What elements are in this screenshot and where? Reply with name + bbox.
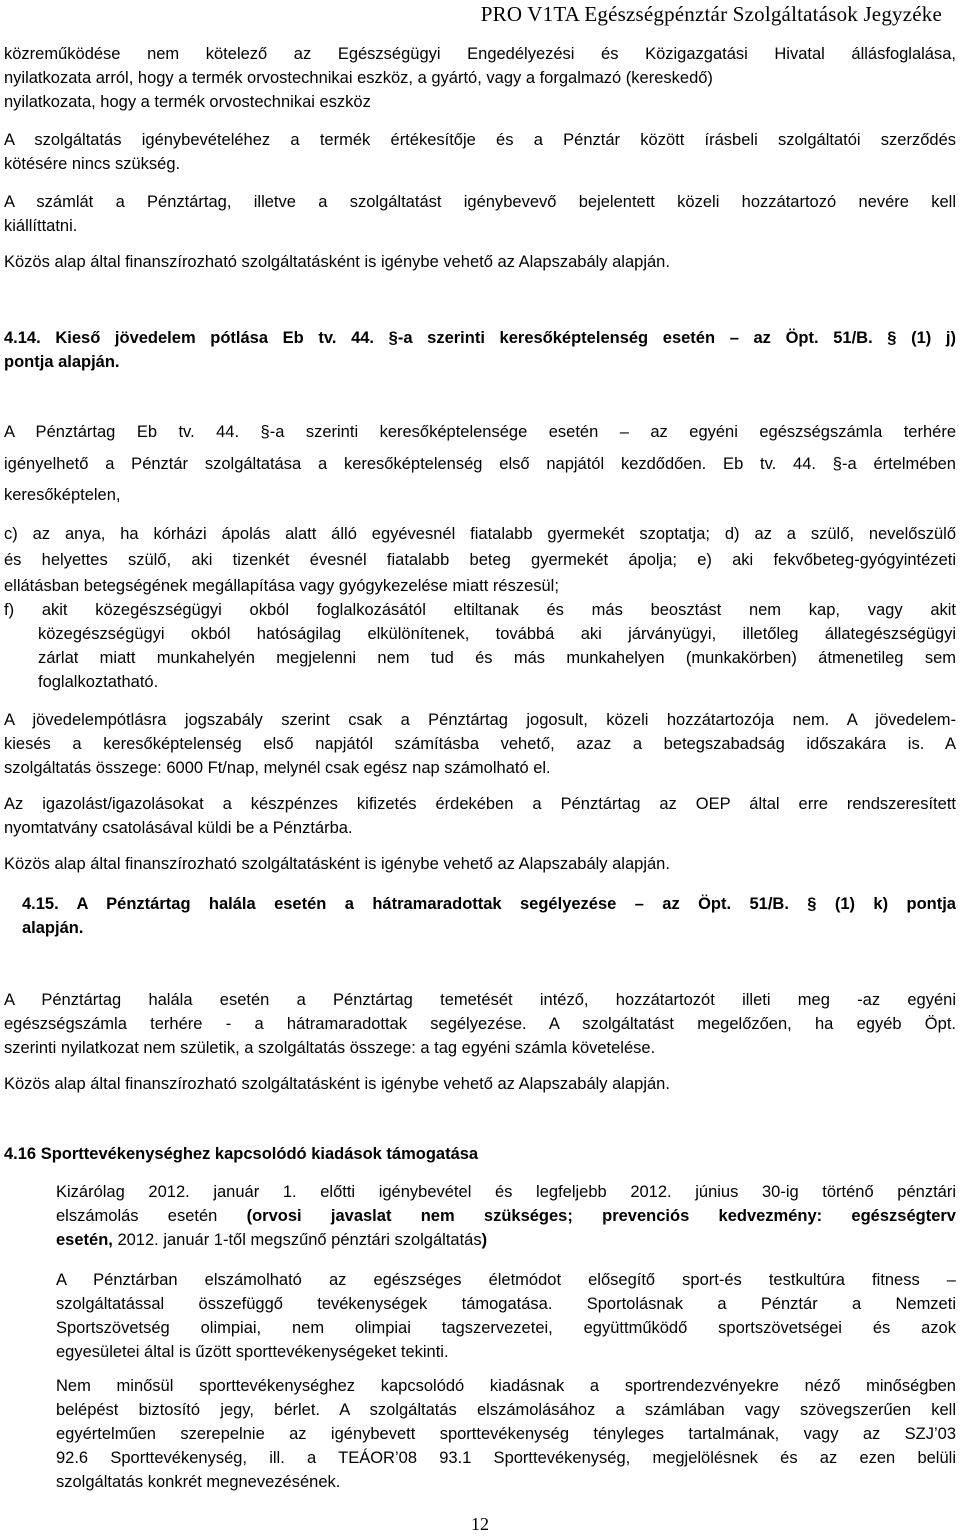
section-heading: 4.14. Kieső jövedelem pótlása Eb tv. 44. §-a szerinti keresőképtelenség esetén – az Öpt. 51/B. § (1) j) [4,329,956,347]
text-line: közegészségügyi okból hatóságilag elkülönítenek, továbbá aki járványügyi, illetőleg állategészségügyi [38,625,956,643]
text-segment: elszámolás esetén [56,1207,247,1225]
text-segment-bold: esetén, [56,1231,113,1249]
text-line: kiállíttatni. [4,217,78,235]
text-segment: 2012. január 1-től megszűnő pénztári szolgáltatás [112,1231,482,1249]
text-line: belépést biztosító jegy, bérlet. A szolgáltatás elszámolásához a számlában vagy szövegszerűen kell [56,1401,956,1419]
text-line: kötésére nincs szükség. [4,155,181,173]
text-line [56,1228,956,1252]
text-line: A Pénztártag halála esetén a Pénztártag temetését intéző, hozzátartozót illeti meg -az egyéni [4,991,956,1009]
text-line [56,1204,956,1228]
text-line: zárlat miatt munkahelyén megjelenni nem tud és más munkahelyen (munkakörben) átmenetileg sem [38,649,956,667]
text-line: kiesés a keresőképtelenség első napjától számításba vehető, azaz a betegszabadság időszakára is. A [4,735,956,753]
text-segment-bold: ) [481,1231,488,1249]
text-line: szerinti nyilatkozat nem születik, a szolgáltatás összege: a tag egyéni számla követelése. [4,1039,656,1057]
text-line: A jövedelempótlásra jogszabály szerint csak a Pénztártag jogosult, közeli hozzátartozója nem. A jövedelem- [4,711,956,729]
text-line: nyomtatvány csatolásával küldi be a Pénztárba. [4,819,353,837]
text-line: ellátásban betegségének megállapítása vagy gyógykezelése miatt részesül; [4,577,559,595]
section-heading: 4.16 Sporttevékenységhez kapcsolódó kiadások támogatása [4,1145,479,1163]
section-heading: alapján. [22,919,84,937]
section-heading: pontja alapján. [4,353,120,371]
text-line: egyértelműen szerepelnie az igénybevett sporttevékenység tényleges tartalmának, vagy az SZJ’03 [56,1425,956,1443]
text-line: f) akit közegészségügyi okból foglalkozásától eltiltanak és más beosztást nem kap, vagy akit [4,601,956,619]
section-heading: 4.15. A Pénztártag halála esetén a hátramaradottak segélyezése – az Öpt. 51/B. § (1) k) pontja [22,895,956,913]
text-line: egyesületei által is űzött sporttevékenységeket tekinti. [56,1343,449,1361]
text-line: közreműködése nem kötelező az Egészségügyi Engedélyezési és Közigazgatási Hivatal állásfoglalása, [4,45,956,63]
document-header: PRO V1TA Egészségpénztár Szolgáltatások Jegyzéke [480,2,942,26]
text-line: 92.6 Sporttevékenység, ill. a TEÁOR’08 93.1 Sporttevékenység, megjelölésnek és az ezen belüli [56,1449,956,1467]
text-line: Közös alap által finanszírozható szolgáltatásként is igénybe vehető az Alapszabály alapján. [4,253,670,271]
text-line: c) az anya, ha kórházi ápolás alatt álló egyévesnél fiatalabb gyermekét szoptatja; d) az a szülő, nevelőszülő [4,525,956,543]
text-line: Közös alap által finanszírozható szolgáltatásként is igénybe vehető az Alapszabály alapján. [4,1075,670,1093]
text-line: Kizárólag 2012. január 1. előtti igénybevétel és legfeljebb 2012. június 30-ig történő pénztári [56,1183,956,1201]
text-line: A Pénztárban elszámolható az egészséges életmódot elősegítő sport-és testkultúra fitness – [56,1271,956,1289]
text-segment-bold: (orvosi javaslat nem szükséges; prevenciós kedvezmény: egészségterv [246,1207,956,1225]
text-line: A szolgáltatás igénybevételéhez a termék értékesítője és a Pénztár között írásbeli szolgáltatói szerződés [4,131,956,149]
text-line: Nem minősül sporttevékenységhez kapcsolódó kiadásnak a sportrendezvényekre néző minőségben [56,1377,956,1395]
text-line: foglalkoztatható. [38,673,159,691]
page-number: 12 [471,1514,489,1534]
text-line: keresőképtelen, [4,486,121,504]
text-line: és helyettes szülő, aki tizenkét évesnél fiatalabb beteg gyermekét ápolja; e) aki fekvőbeteg-gyógyintézeti [4,551,956,569]
text-line: nyilatkozata, hogy a termék orvostechnikai eszköz [4,93,371,111]
text-line: nyilatkozata arról, hogy a termék orvostechnikai eszköz, a gyártó, vagy a forgalmazó (kereskedő) [4,69,713,87]
text-line: Közös alap által finanszírozható szolgáltatásként is igénybe vehető az Alapszabály alapján. [4,855,670,873]
text-line: egészségszámla terhére - a hátramaradottak segélyezése. A szolgáltatást megelőzően, ha egyéb Öpt. [4,1015,956,1033]
text-line: A számlát a Pénztártag, illetve a szolgáltatást igénybevevő bejelentett közeli hozzátartozó nevére kell [4,193,956,211]
text-line: igényelhető a Pénztár szolgáltatása a keresőképtelenség első napjától kezdődően. Eb tv. 44. §-a értelmében [4,455,956,473]
text-line: szolgáltatás konkrét megnevezésének. [56,1473,341,1491]
text-line: Sportszövetség olimpiai, nem olimpiai tagszervezetei, együttműködő sportszövetségei és azok [56,1319,956,1337]
text-line: Az igazolást/igazolásokat a készpénzes kifizetés érdekében a Pénztártag az OEP által erre rendszeresített [4,795,956,813]
text-line: A Pénztártag Eb tv. 44. §-a szerinti keresőképtelensége esetén – az egyéni egészségszámla terhére [4,423,956,441]
text-line: szolgáltatással összefüggő tevékenységek támogatása. Sportolásnak a Pénztár a Nemzeti [56,1295,956,1313]
text-line: szolgáltatás összege: 6000 Ft/nap, melynél csak egész nap számolható el. [4,759,551,777]
